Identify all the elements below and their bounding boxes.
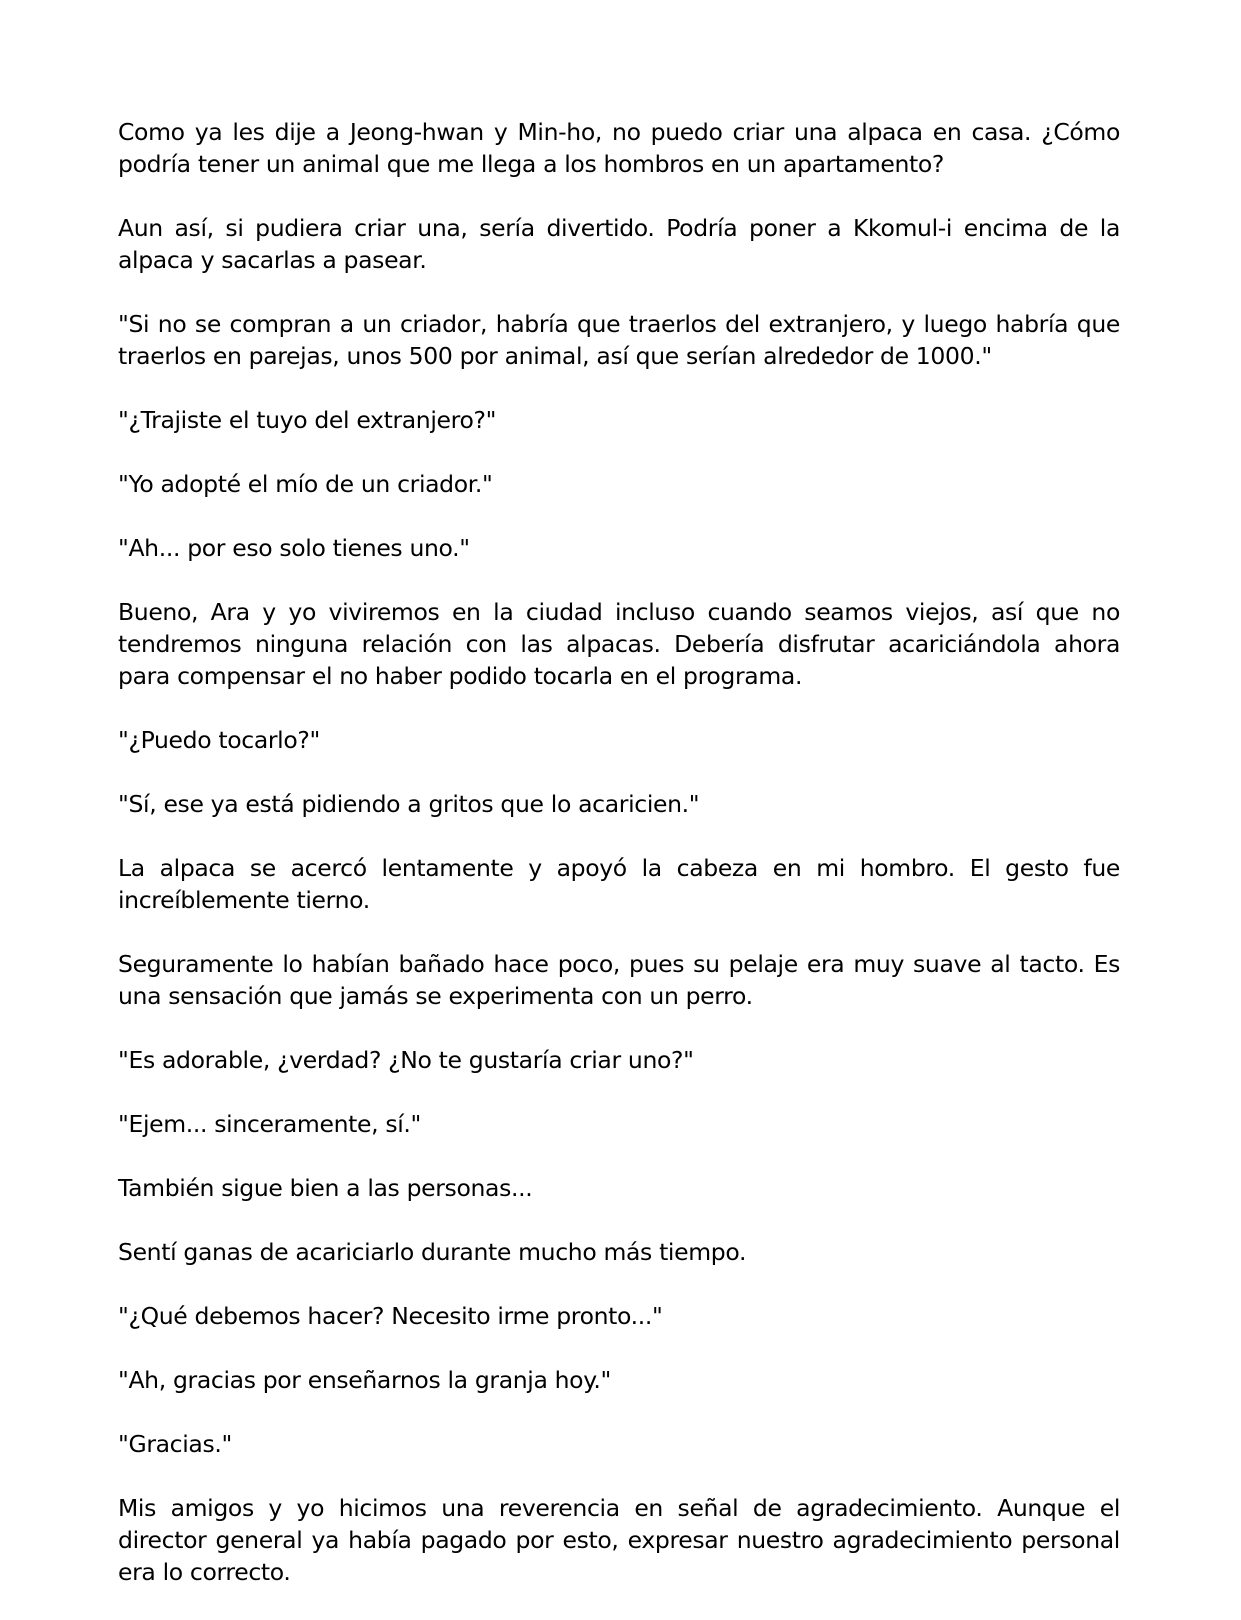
- paragraph: Seguramente lo habían bañado hace poco, pues su pelaje era muy suave al tacto. Es una sensación que jamás se experimenta con un perro.: [118, 950, 1120, 1010]
- paragraph: "Si no se compran a un criador, habría que traerlos del extranjero, y luego habría que traerlos en parejas, unos 500 por animal, así que serían alrededor de 1000.": [118, 310, 1120, 370]
- paragraph: Como ya les dije a Jeong-hwan y Min-ho, no puedo criar una alpaca en casa. ¿Cómo podría tener un animal que me llega a los hombros en un apartamento?: [118, 118, 1120, 178]
- paragraph: También sigue bien a las personas...: [118, 1174, 533, 1202]
- paragraph: Bueno, Ara y yo viviremos en la ciudad incluso cuando seamos viejos, así que no tendremos ninguna relación con las alpacas. Debería disfrutar acariciándola ahora para compensar el no haber podido tocarla en el programa.: [118, 598, 1120, 690]
- paragraph: La alpaca se acercó lentamente y apoyó la cabeza en mi hombro. El gesto fue increíblemente tierno.: [118, 854, 1120, 914]
- paragraph: "Ah, gracias por enseñarnos la granja hoy.": [118, 1366, 612, 1394]
- paragraph: "¿Trajiste el tuyo del extranjero?": [118, 406, 497, 434]
- paragraph: "Gracias.": [118, 1430, 232, 1458]
- paragraph: "¿Puedo tocarlo?": [118, 726, 320, 754]
- paragraph: "¿Qué debemos hacer? Necesito irme pronto...": [118, 1302, 663, 1330]
- paragraph: "Es adorable, ¿verdad? ¿No te gustaría criar uno?": [118, 1046, 694, 1074]
- paragraph: "Sí, ese ya está pidiendo a gritos que lo acaricien.": [118, 790, 700, 818]
- paragraph: Aun así, si pudiera criar una, sería divertido. Podría poner a Kkomul-i encima de la alpaca y sacarlas a pasear.: [118, 214, 1120, 274]
- paragraph: Mis amigos y yo hicimos una reverencia en señal de agradecimiento. Aunque el director general ya había pagado por esto, expresar nuestro agradecimiento personal era lo correcto.: [118, 1494, 1120, 1586]
- document-body: [118, 116, 1120, 1620]
- paragraph: "Ah... por eso solo tienes uno.": [118, 534, 470, 562]
- paragraph: Sentí ganas de acariciarlo durante mucho más tiempo.: [118, 1238, 747, 1266]
- paragraph: "Ejem... sinceramente, sí.": [118, 1110, 421, 1138]
- paragraph: "Yo adopté el mío de un criador.": [118, 470, 493, 498]
